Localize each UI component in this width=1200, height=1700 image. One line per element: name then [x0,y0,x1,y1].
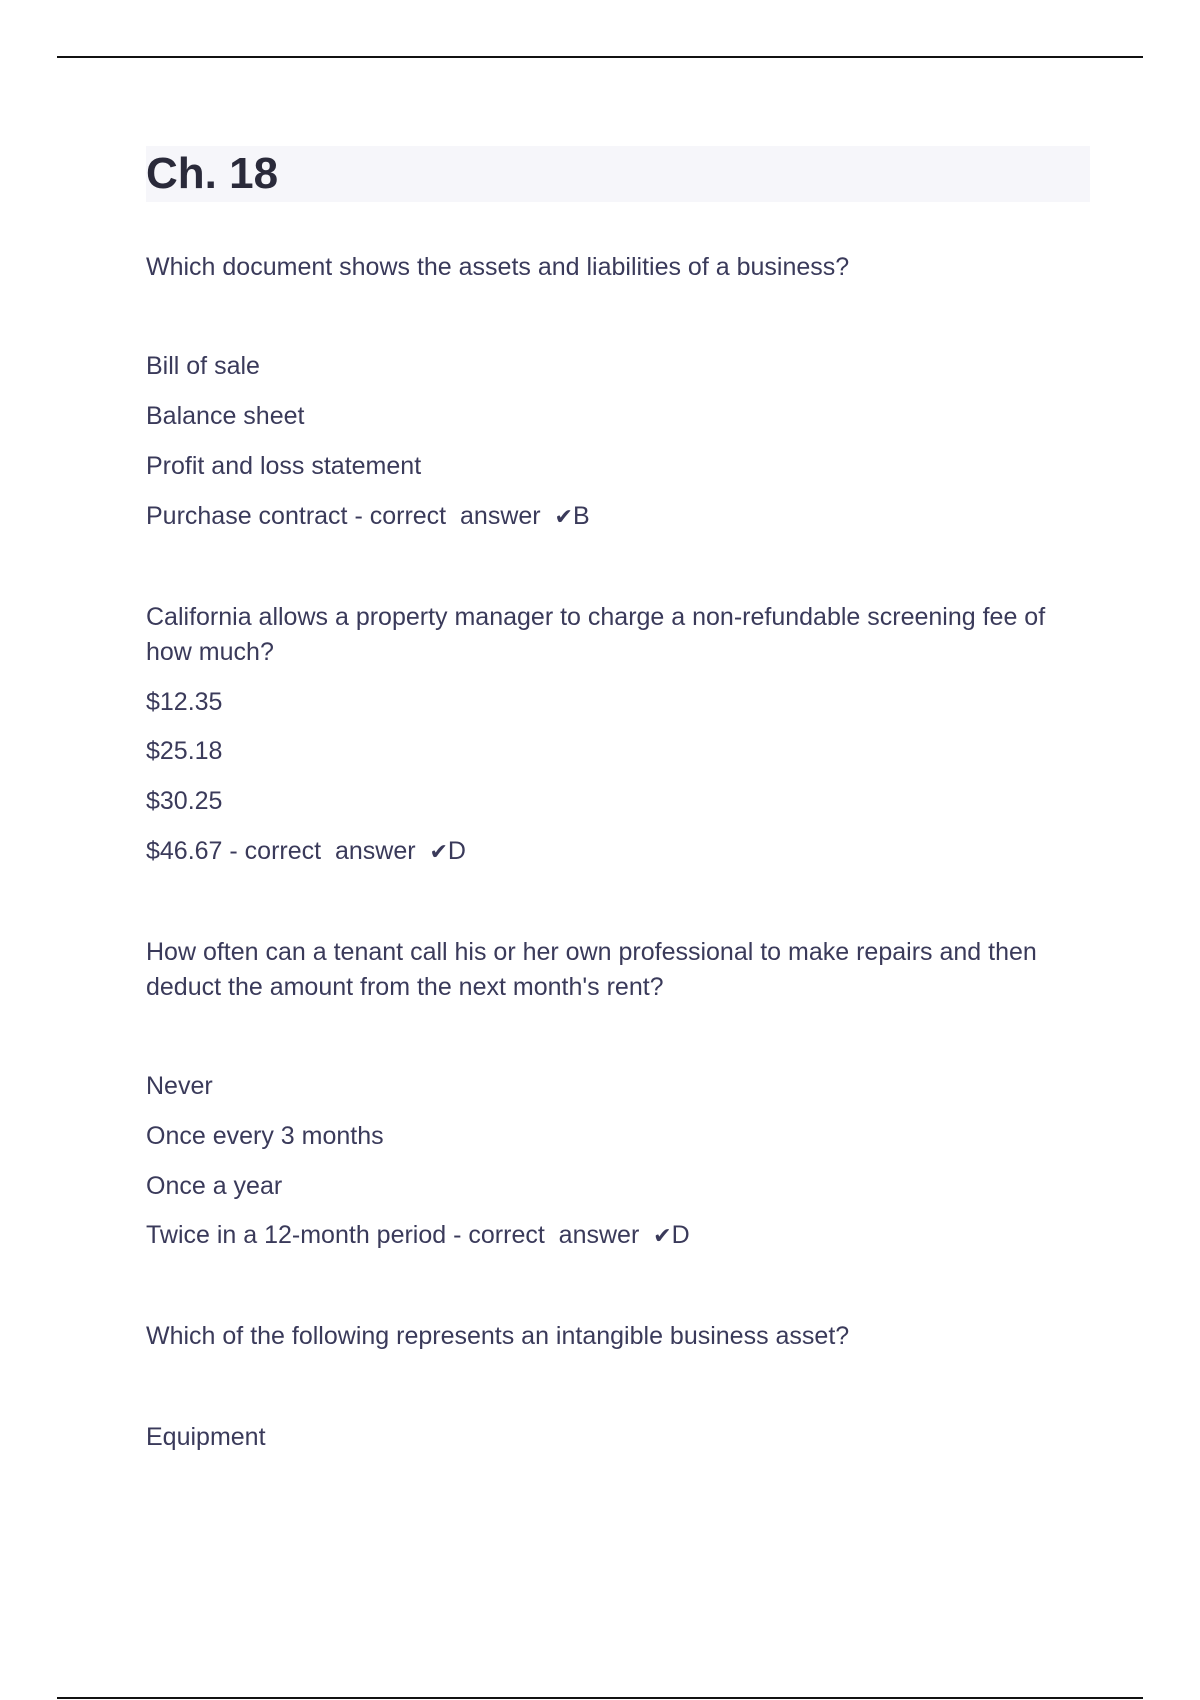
option-item: Once every 3 months [146,1122,384,1150]
answer-label: - correct answer [347,502,555,530]
option-item: Balance sheet [146,402,305,430]
option-item-with-answer [146,1218,1090,1254]
option-text: $46.67 [146,837,223,865]
question-text: Which of the following represents an intangible business asset? [146,1322,850,1350]
bottom-rule [57,1697,1143,1699]
top-rule [57,56,1143,58]
question-block [146,935,1090,1254]
answer-letter: D [671,1221,690,1249]
option-item: Equipment [146,1423,266,1451]
question-block [146,600,1090,870]
option-item-with-answer [146,834,1090,870]
document-content [146,146,1090,1455]
checkmark-icon: ✔ [429,840,448,865]
question-block [146,250,1090,535]
chapter-title: Ch. 18 [146,149,279,198]
question-text: California allows a property manager to charge a non-refundable screening fee of how much? [146,603,1046,666]
option-item: Once a year [146,1172,283,1200]
option-item: Bill of sale [146,352,260,380]
option-text: Twice in a 12-month period [146,1221,447,1249]
question-block [146,1319,1090,1455]
option-text: Purchase contract [146,502,348,530]
answer-label: - correct answer [222,837,430,865]
answer-letter: D [447,837,466,865]
option-item: Profit and loss statement [146,452,422,480]
question-text: Which document shows the assets and liabilities of a business? [146,253,850,281]
option-item-with-answer [146,499,1090,535]
option-item: $25.18 [146,737,223,765]
answer-label: - correct answer [446,1221,654,1249]
option-item: $12.35 [146,688,223,716]
checkmark-icon: ✔ [653,1224,672,1249]
chapter-title-box [146,146,1090,202]
answer-letter: B [572,502,590,530]
option-item: Never [146,1072,213,1100]
question-text: How often can a tenant call his or her own professional to make repairs and then deduct the amount from the next month's rent? [146,938,1037,1001]
option-item: $30.25 [146,787,223,815]
checkmark-icon: ✔ [554,505,573,530]
